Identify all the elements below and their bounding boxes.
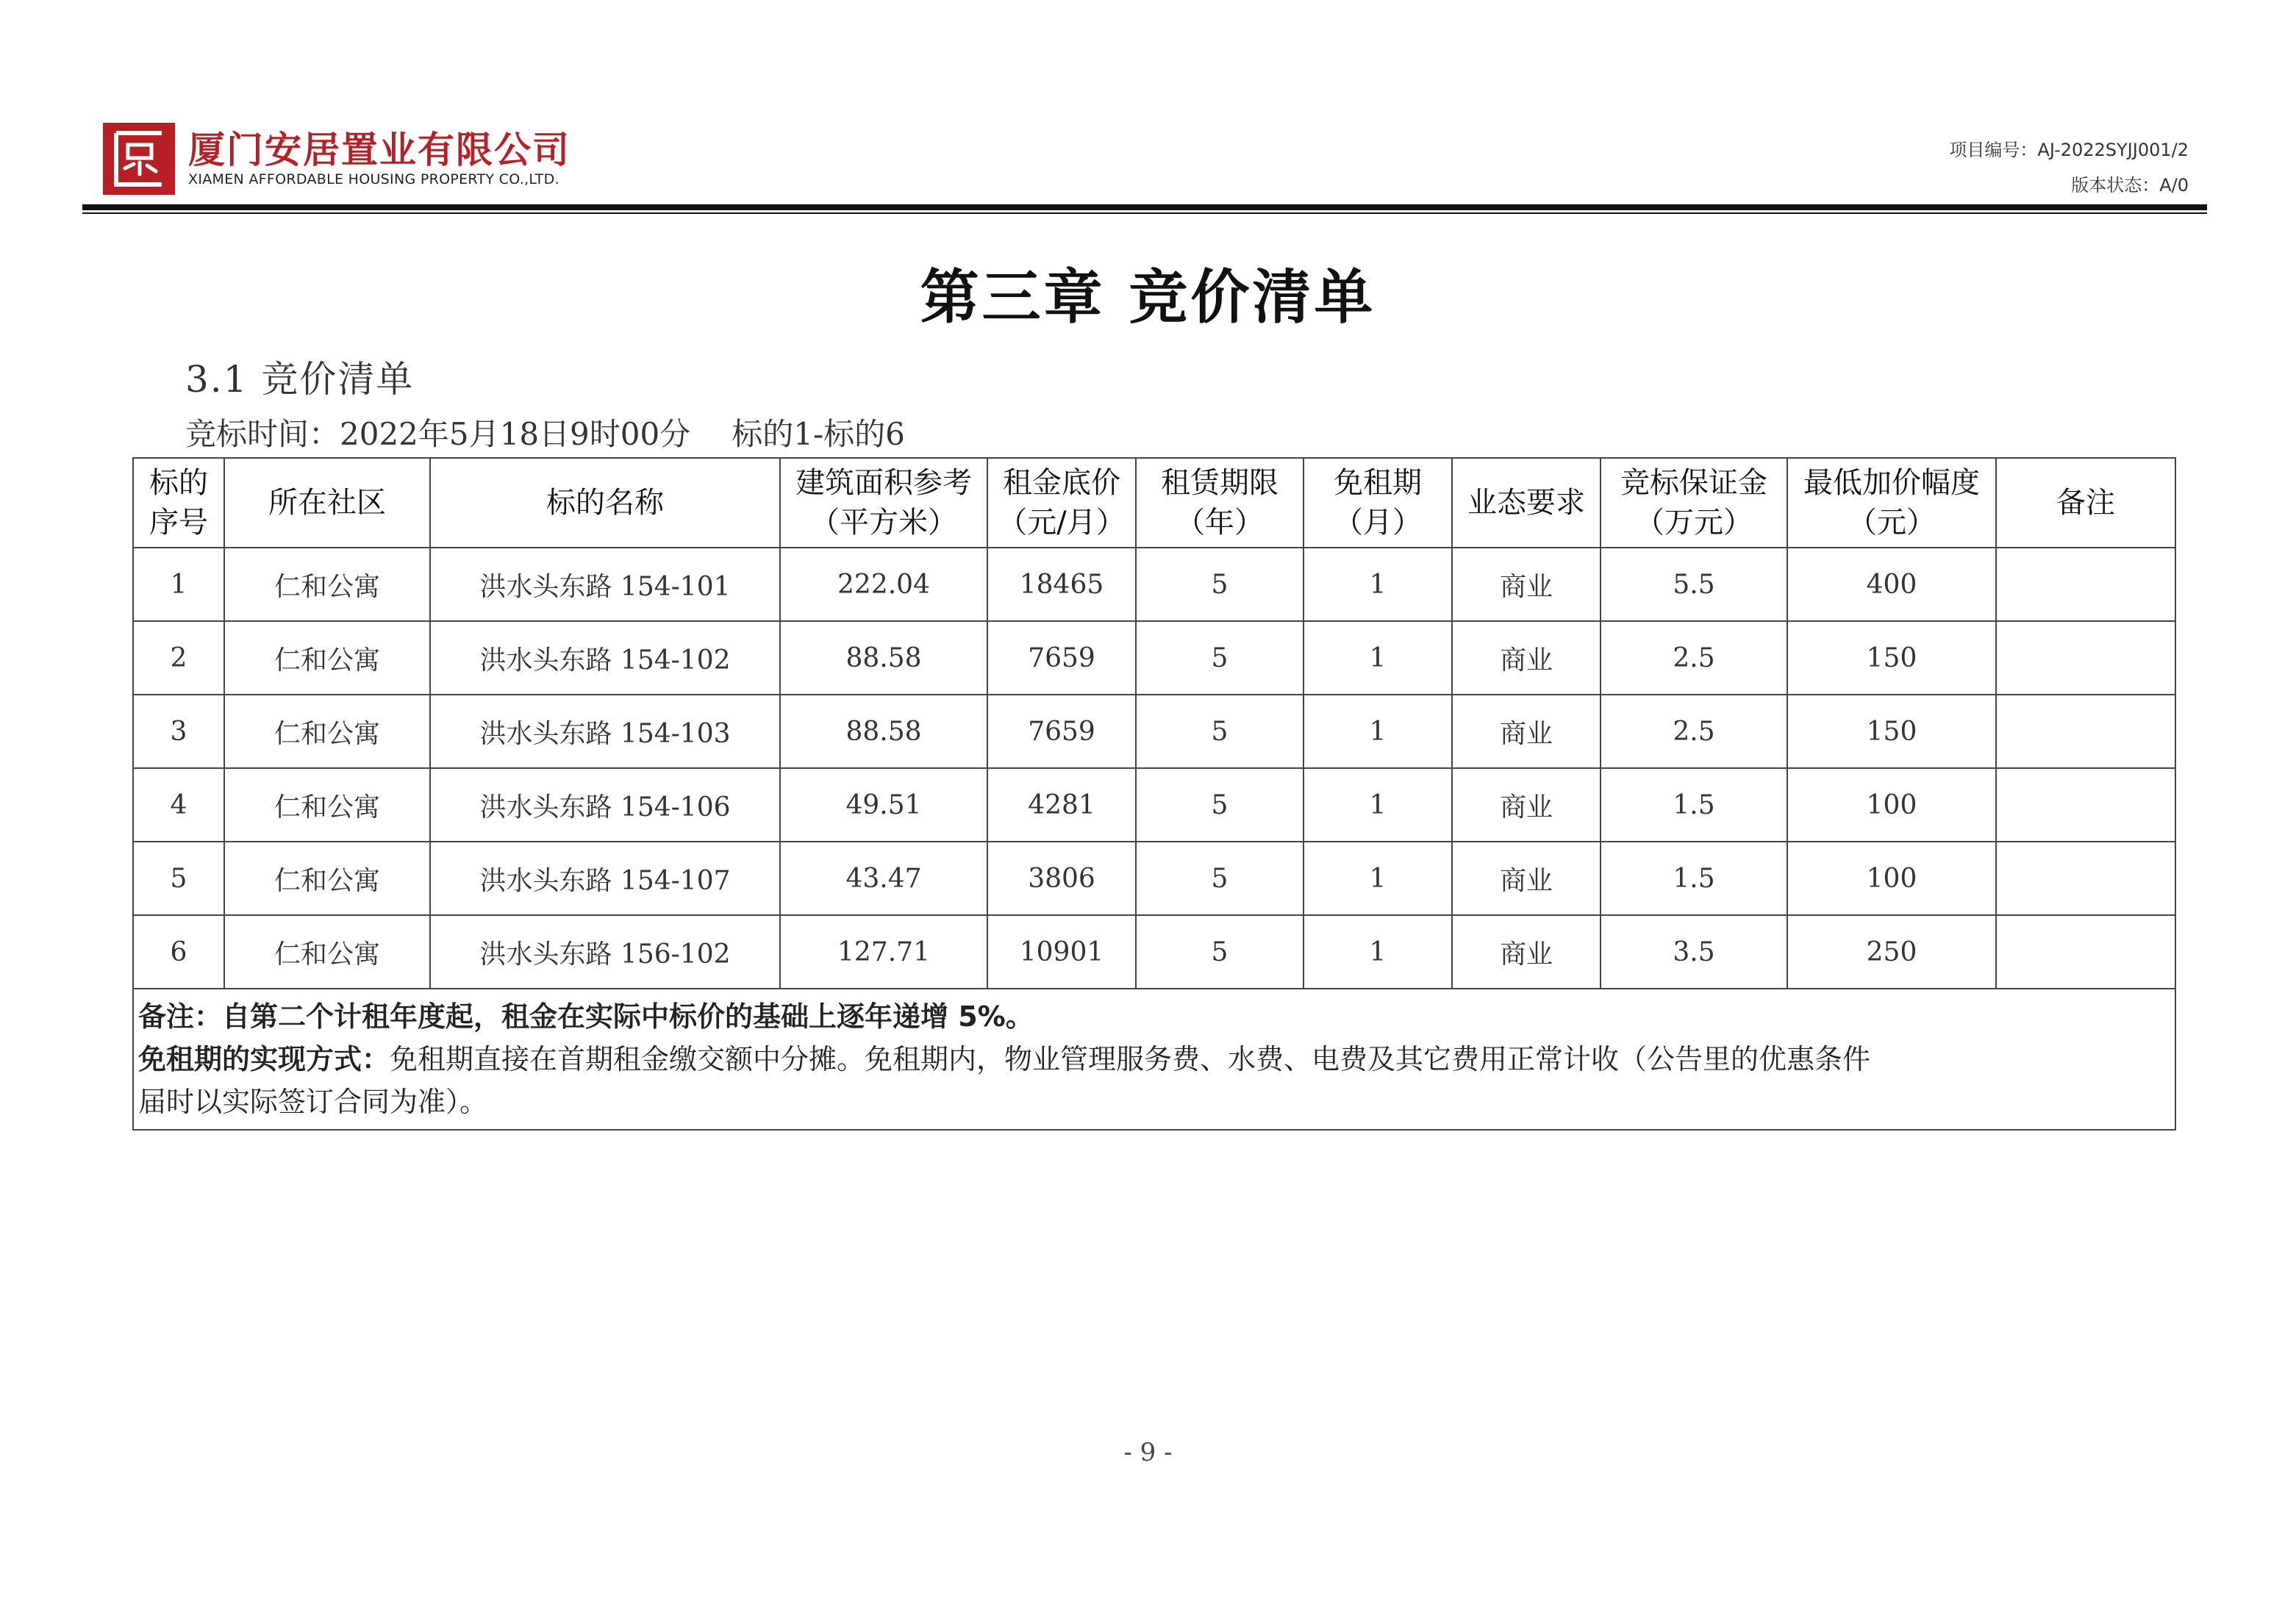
cell-community: 仁和公寓 [224,548,430,621]
note-rent-increase: 备注：自第二个计租年度起，租金在实际中标价的基础上逐年递增 5%。 [138,1000,1034,1033]
cell-base-rent: 10901 [987,915,1136,989]
cell-remarks [1996,842,2175,915]
cell-remarks [1996,768,2175,842]
table-row [133,548,2175,621]
cell-lot-name: 洪水头东路 154-107 [430,842,780,915]
table-row [133,842,2175,915]
cell-base-rent: 3806 [987,842,1136,915]
company-name-en: XIAMEN AFFORDABLE HOUSING PROPERTY CO.,LTD. [188,171,559,187]
cell-lot-no: 3 [133,695,224,768]
cell-business-type: 商业 [1452,621,1601,695]
note-rent-free-method [138,1038,2170,1081]
company-name-cn: 厦门安居置业有限公司 [188,129,571,171]
cell-area: 49.51 [780,768,987,842]
bid-time-line [185,410,905,454]
cell-area: 222.04 [780,548,987,621]
col-header-rent-free: 免租期 （月） [1303,458,1452,548]
cell-business-type: 商业 [1452,695,1601,768]
cell-community: 仁和公寓 [224,842,430,915]
cell-community: 仁和公寓 [224,695,430,768]
cell-remarks [1996,548,2175,621]
logo-emblem-icon [103,123,175,195]
table-row [133,695,2175,768]
table-row [133,621,2175,695]
cell-lot-no: 1 [133,548,224,621]
header-divider [82,204,2207,210]
cell-community: 仁和公寓 [224,768,430,842]
cell-base-rent: 18465 [987,548,1136,621]
cell-min-increment: 250 [1787,915,1996,989]
cell-area: 88.58 [780,621,987,695]
cell-remarks [1996,621,2175,695]
cell-business-type: 商业 [1452,768,1601,842]
cell-lot-name: 洪水头东路 154-101 [430,548,780,621]
cell-business-type: 商业 [1452,915,1601,989]
note-rent-free-label: 免租期的实现方式： [138,1043,390,1075]
cell-community: 仁和公寓 [224,915,430,989]
project-number: 项目编号：AJ-2022SYJJ001/2 [1949,140,2189,160]
cell-area: 127.71 [780,915,987,989]
section-title: 3.1 竞价清单 [185,358,415,401]
cell-rent-free: 1 [1303,548,1452,621]
cell-lot-name: 洪水头东路 156-102 [430,915,780,989]
cell-min-increment: 400 [1787,548,1996,621]
col-header-community: 所在社区 [224,458,430,548]
cell-lease-term: 5 [1136,915,1303,989]
cell-base-rent: 7659 [987,621,1136,695]
cell-deposit: 2.5 [1601,621,1787,695]
cell-base-rent: 4281 [987,768,1136,842]
cell-lot-name: 洪水头东路 154-103 [430,695,780,768]
cell-min-increment: 150 [1787,621,1996,695]
note-contract: 届时以实际签订合同为准）。 [138,1086,488,1118]
cell-min-increment: 100 [1787,768,1996,842]
bid-lots-range: 标的1-标的6 [732,416,905,452]
note-rent-free-text: 免租期直接在首期租金缴交额中分摊。免租期内，物业管理服务费、水费、电费及其它费用正常计收（公告里的优惠条件 [390,1043,1871,1075]
table-row [133,768,2175,842]
cell-deposit: 2.5 [1601,695,1787,768]
table-notes-row [133,989,2175,1130]
cell-lot-no: 6 [133,915,224,989]
cell-rent-free: 1 [1303,768,1452,842]
cell-lot-no: 4 [133,768,224,842]
table-row [133,915,2175,989]
cell-lease-term: 5 [1136,621,1303,695]
cell-area: 43.47 [780,842,987,915]
cell-lot-name: 洪水头东路 154-106 [430,768,780,842]
cell-deposit: 1.5 [1601,768,1787,842]
cell-business-type: 商业 [1452,548,1601,621]
cell-deposit: 1.5 [1601,842,1787,915]
bid-list-table [132,457,2176,1131]
cell-lot-no: 2 [133,621,224,695]
cell-min-increment: 150 [1787,695,1996,768]
cell-lot-name: 洪水头东路 154-102 [430,621,780,695]
col-header-lot-name: 标的名称 [430,458,780,548]
cell-lease-term: 5 [1136,768,1303,842]
col-header-lot-no: 标的 序号 [133,458,224,548]
cell-community: 仁和公寓 [224,621,430,695]
cell-rent-free: 1 [1303,695,1452,768]
cell-deposit: 5.5 [1601,548,1787,621]
cell-rent-free: 1 [1303,915,1452,989]
company-logo [103,122,571,196]
table-header-row [133,458,2175,548]
cell-rent-free: 1 [1303,621,1452,695]
chapter-title: 第三章 竞价清单 [920,262,1376,332]
col-header-area: 建筑面积参考 （平方米） [780,458,987,548]
col-header-min-increment: 最低加价幅度 （元） [1787,458,1996,548]
cell-area: 88.58 [780,695,987,768]
cell-deposit: 3.5 [1601,915,1787,989]
col-header-business-type: 业态要求 [1452,458,1601,548]
table-notes [133,989,2175,1130]
col-header-base-rent: 租金底价 （元/月） [987,458,1136,548]
cell-lease-term: 5 [1136,695,1303,768]
cell-min-increment: 100 [1787,842,1996,915]
cell-business-type: 商业 [1452,842,1601,915]
col-header-remarks: 备注 [1996,458,2175,548]
bid-time-label: 竞标时间：2022年5月18日9时00分 [185,416,691,452]
header-divider-thin [82,212,2207,214]
cell-base-rent: 7659 [987,695,1136,768]
cell-rent-free: 1 [1303,842,1452,915]
cell-lease-term: 5 [1136,548,1303,621]
col-header-lease-term: 租赁期限 （年） [1136,458,1303,548]
cell-lot-no: 5 [133,842,224,915]
cell-remarks [1996,695,2175,768]
page-number: - 9 - [1123,1438,1173,1467]
version-status: 版本状态：A/0 [2071,175,2189,196]
cell-remarks [1996,915,2175,989]
project-meta [1949,132,2189,203]
cell-lease-term: 5 [1136,842,1303,915]
col-header-deposit: 竞标保证金 （万元） [1601,458,1787,548]
